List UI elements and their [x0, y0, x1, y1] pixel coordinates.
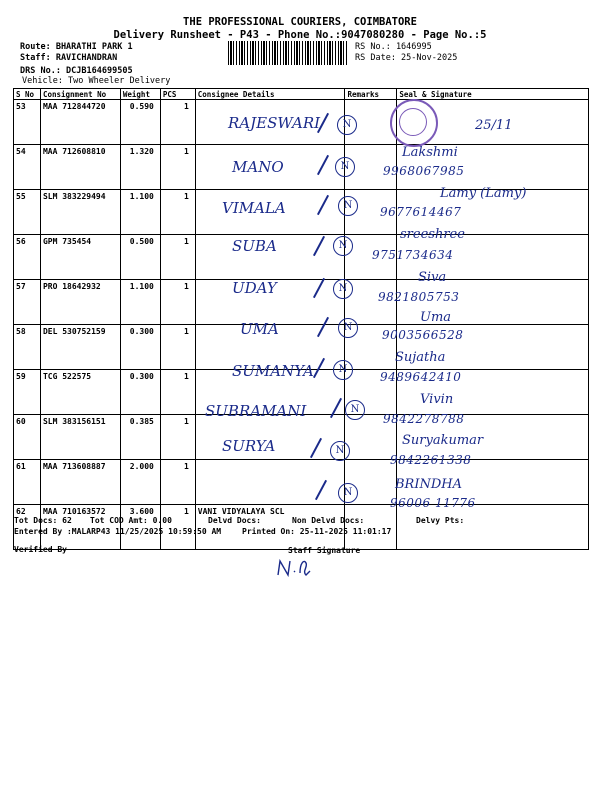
- delivered-tick: N: [338, 318, 358, 338]
- consignee-cell: VANI VIDYALAYA SCL: [195, 505, 345, 550]
- delivered-tick: N: [333, 279, 353, 299]
- consignment-cell: GPM 735454: [40, 235, 120, 280]
- delivered-tick: N: [333, 236, 353, 256]
- handwritten-signature: BRINDHA: [395, 477, 462, 492]
- consignment-cell: SLM 383156151: [40, 415, 120, 460]
- verified-by-label: Verified By: [14, 545, 67, 554]
- total-docs: Tot Docs: 62: [14, 516, 72, 525]
- delivered-tick: N: [338, 196, 358, 216]
- route-label: Route: BHARATHI PARK 1: [20, 42, 133, 52]
- total-cod-amount: Tot COD Amt: 0.00: [90, 516, 172, 525]
- handwritten-signature: Lakshmi: [402, 145, 458, 160]
- handwritten-phone: 96006 11776: [390, 496, 476, 510]
- sno-cell: 60: [14, 415, 41, 460]
- handwritten-signature: Siva: [418, 270, 447, 285]
- consignment-cell: SLM 383229494: [40, 190, 120, 235]
- consignment-cell: MAA 710163572: [40, 505, 120, 550]
- delivered-docs: Delvd Docs:: [208, 516, 261, 525]
- weight-cell: 0.385: [120, 415, 160, 460]
- handwritten-name: UMA: [240, 320, 279, 338]
- col-pcs: PCS: [160, 89, 195, 100]
- table-row: [14, 460, 589, 505]
- consignment-cell: TCG 522575: [40, 370, 120, 415]
- pcs-cell: 1: [160, 190, 195, 235]
- pcs-cell: 1: [160, 415, 195, 460]
- handwritten-name: UDAY: [232, 279, 277, 297]
- sno-cell: 58: [14, 325, 41, 370]
- handwritten-phone: 9842261338: [390, 453, 472, 467]
- col-consignment: Consignment No: [40, 89, 120, 100]
- sno-cell: 55: [14, 190, 41, 235]
- col-sno: S No: [14, 89, 41, 100]
- rs-date-label: RS Date: 25-Nov-2025: [355, 53, 458, 63]
- handwritten-name: SUBA: [232, 237, 277, 255]
- staff-signature-mark: [276, 557, 312, 577]
- pcs-cell: 1: [160, 280, 195, 325]
- printed-on: Printed On: 25-11-2025 11:01:17: [242, 527, 392, 536]
- delivered-tick: N: [338, 483, 358, 503]
- table-header-row: [14, 89, 589, 100]
- pcs-cell: 1: [160, 460, 195, 505]
- col-consignee: Consignee Details: [195, 89, 345, 100]
- sno-cell: 54: [14, 145, 41, 190]
- runsheet-table: [13, 88, 589, 550]
- page-title: THE PROFESSIONAL COURIERS, COIMBATORE: [183, 16, 417, 28]
- consignment-cell: PRO 18642932: [40, 280, 120, 325]
- consignment-cell: MAA 712608810: [40, 145, 120, 190]
- weight-cell: 0.300: [120, 325, 160, 370]
- handwritten-name: SUBRAMANI: [205, 402, 307, 420]
- sno-cell: 59: [14, 370, 41, 415]
- consignment-cell: MAA 712844720: [40, 100, 120, 145]
- vehicle-label: Vehicle: Two Wheeler Delivery: [22, 76, 171, 86]
- barcode: [228, 41, 348, 65]
- signature-cell: [397, 505, 589, 550]
- entered-by: Entered By :MALARP43 11/25/2025 10:59:50 AM: [14, 527, 222, 536]
- staff-label: Staff: RAVICHANDRAN: [20, 53, 118, 63]
- sno-cell: 53: [14, 100, 41, 145]
- delivered-tick: N: [345, 400, 365, 420]
- pcs-cell: 1: [160, 100, 195, 145]
- consignment-cell: MAA 713608887: [40, 460, 120, 505]
- handwritten-signature: Uma: [420, 310, 452, 325]
- page-subtitle: Delivery Runsheet - P43 - Phone No.:9047080280 - Page No.:5: [113, 29, 487, 41]
- company-seal: [390, 99, 438, 147]
- col-seal-signature: Seal & Signature: [397, 89, 589, 100]
- delivered-tick: N: [333, 360, 353, 380]
- handwritten-name: MANO: [232, 158, 284, 176]
- delivery-points: Delvy Pts:: [416, 516, 465, 525]
- handwritten-phone: 9821805753: [378, 290, 460, 304]
- handwritten-signature: 25/11: [475, 118, 513, 133]
- handwritten-phone: 9003566528: [382, 328, 464, 342]
- seal-inner-ring: [399, 108, 427, 136]
- handwritten-name: RAJESWARI: [228, 114, 321, 132]
- sno-cell: 62: [14, 505, 41, 550]
- handwritten-name: VIMALA: [222, 199, 286, 217]
- table-row: [14, 280, 589, 325]
- col-remarks: Remarks: [345, 89, 397, 100]
- handwritten-name: SUMANYA: [232, 362, 314, 380]
- non-delivered-docs: Non Delvd Docs:: [292, 516, 365, 525]
- sno-cell: 57: [14, 280, 41, 325]
- consignment-cell: DEL 530752159: [40, 325, 120, 370]
- handwritten-phone: 9489642410: [380, 370, 462, 384]
- weight-cell: 1.320: [120, 145, 160, 190]
- delivered-tick: N: [337, 115, 357, 135]
- handwritten-phone: 9751734634: [372, 248, 454, 262]
- handwritten-phone: 9968067985: [383, 164, 465, 178]
- weight-cell: 0.590: [120, 100, 160, 145]
- pcs-cell: 1: [160, 145, 195, 190]
- rs-no-label: RS No.: 1646995: [355, 42, 432, 52]
- staff-signature-label: Staff Signature: [288, 546, 361, 555]
- consignee-cell: [195, 460, 345, 505]
- table-row: [14, 235, 589, 280]
- sno-cell: 61: [14, 460, 41, 505]
- handwritten-name: SURYA: [222, 437, 276, 455]
- handwritten-signature: Lamy (Lamy): [440, 186, 527, 201]
- handwritten-signature: Suryakumar: [402, 433, 484, 448]
- col-weight: Weight: [120, 89, 160, 100]
- delivered-tick: N: [335, 157, 355, 177]
- table-row: [14, 145, 589, 190]
- weight-cell: 3.600: [120, 505, 160, 550]
- table-row: [14, 415, 589, 460]
- pcs-cell: 1: [160, 505, 195, 550]
- handwritten-phone: 9677614467: [380, 205, 462, 219]
- weight-cell: 2.000: [120, 460, 160, 505]
- weight-cell: 0.500: [120, 235, 160, 280]
- handwritten-signature: Vivin: [420, 392, 454, 407]
- handwritten-signature: sreeshree: [400, 227, 465, 242]
- handwritten-phone: 9842278788: [383, 412, 465, 426]
- pcs-cell: 1: [160, 370, 195, 415]
- delivered-tick: N: [330, 441, 350, 461]
- weight-cell: 0.300: [120, 370, 160, 415]
- pcs-cell: 1: [160, 235, 195, 280]
- sno-cell: 56: [14, 235, 41, 280]
- weight-cell: 1.100: [120, 280, 160, 325]
- weight-cell: 1.100: [120, 190, 160, 235]
- handwritten-signature: Sujatha: [395, 350, 446, 365]
- drs-label: DRS No.: DCJB164699505: [20, 66, 133, 76]
- pcs-cell: 1: [160, 325, 195, 370]
